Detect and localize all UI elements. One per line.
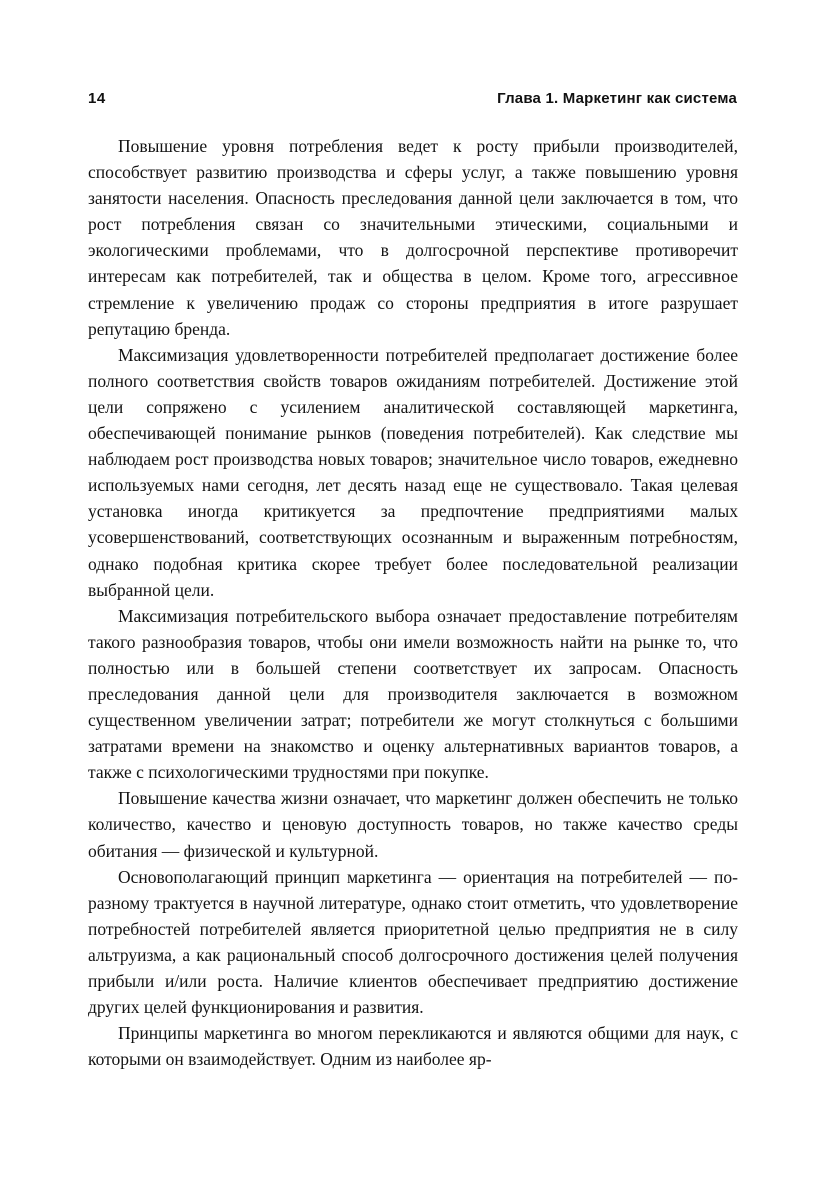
paragraph: Максимизация потребительского выбора означает предоставление потребителям такого разнообразия товаров, чтобы они имели возможность найти на рынке то, что полностью или в большей степени соответствует их запросам. Опасность преследования данной цели для производителя заключается в возможном существенном увеличении затрат; потребители же могут столкнуться с большими затратами времени на знакомство и оценку альтернативных вариантов товаров, а также с психологическими трудностями при покупке. — [88, 605, 738, 783]
paragraph: Повышение качества жизни означает, что маркетинг должен обеспечить не только количество, качество и ценовую доступность товаров, но также качество среды обитания — физической и культурной. — [88, 788, 738, 861]
body-text — [88, 133, 738, 1072]
page-number: 14 — [88, 90, 106, 107]
paragraph: Принципы маркетинга во многом перекликаются и являются общими для наук, с которыми он взаимодействует. Одним из наиболее яр- — [88, 1023, 738, 1070]
paragraph: Максимизация удовлетворенности потребителей предполагает достижение более полного соответствия свойств товаров ожиданиям потребителей. Достижение этой цели сопряжено с усилением аналитической составляющей маркетинга, обеспечивающей понимание рынков (поведения потребителей). Как следствие мы наблюдаем рост производства новых товаров; значительное число товаров, ежедневно используемых нами сегодня, лет десять назад еще не существовало. Такая целевая установка иногда критикуется за предпочтение предприятиями малых усовершенствований, соответствующих осознанным и выраженным потребностям, однако подобная критика скорее требует более последовательной реализации выбранной цели. — [88, 344, 738, 600]
running-head — [88, 90, 737, 107]
paragraph: Повышение уровня потребления ведет к росту прибыли производителей, способствует развитию производства и сферы услуг, а также повышению уровня занятости населения. Опасность преследования данной цели заключается в том, что рост потребления связан со значительными этическими, социальными и экологическими проблемами, что в долгосрочной перспективе противоречит интересам как потребителей, так и общества в целом. Кроме того, агрессивное стремление к увеличению продаж со стороны предприятия в итоге разрушает репутацию бренда. — [88, 136, 738, 339]
chapter-title: Глава 1. Маркетинг как система — [497, 90, 737, 107]
paragraph: Основополагающий принцип маркетинга — ориентация на потребителей — по-разному трактуется в научной литературе, однако стоит отметить, что удовлетворение потребностей потребителей является приоритетной целью предприятия не в силу альтруизма, а как рациональный способ долгосрочного достижения целей получения прибыли и/или роста. Наличие клиентов обеспечивает предприятию достижение других целей функционирования и развития. — [88, 866, 738, 1018]
